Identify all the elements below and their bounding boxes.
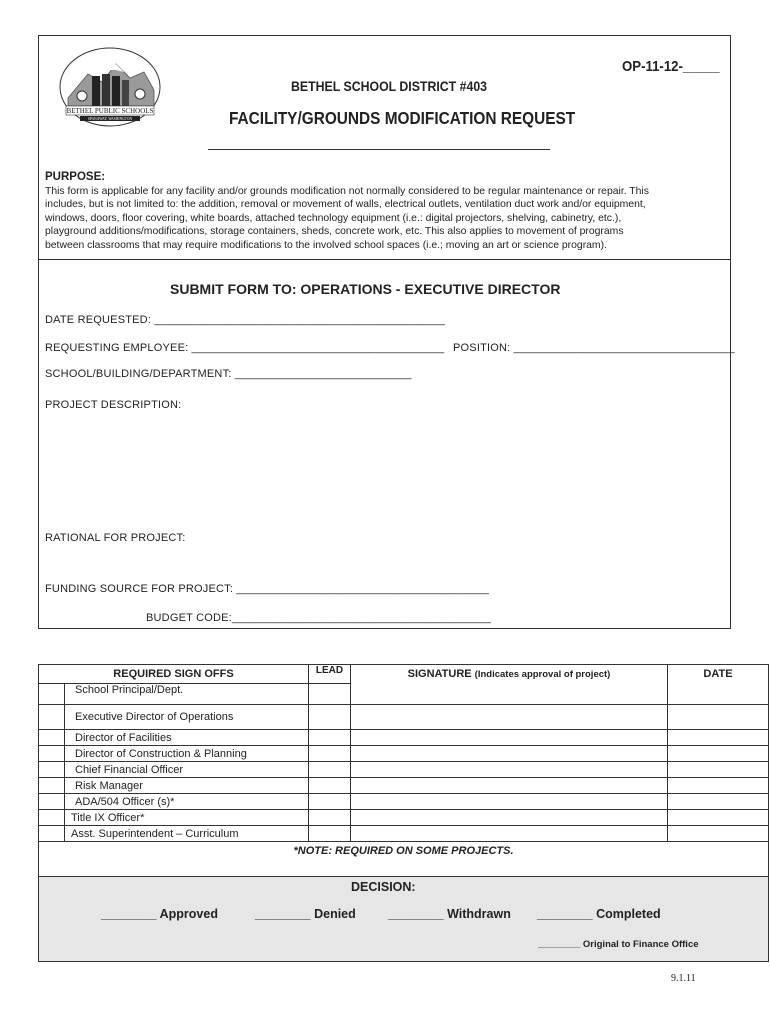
signoff-label: Director of Facilities [65,730,309,746]
lead-cell[interactable] [309,826,351,842]
purpose-line: includes, but is not limited to: the addition, removal or movement of walls, electrical outlets, ventilation duct work and/or equipment, [45,199,646,211]
purpose-line: windows, doors, floor covering, white boards, attached technology equipment (i.e.: digital projectors, shelving, cabinetry, etc.), [45,212,622,224]
lead-cell[interactable] [309,746,351,762]
title-underline [208,149,550,150]
date-cell[interactable] [668,730,769,746]
signoff-label: Title IX Officer* [65,810,309,826]
lead-cell[interactable] [309,778,351,794]
date-header: DATE [668,665,769,684]
completed-option[interactable]: ________ Completed [537,907,661,921]
signoff-table [38,664,769,962]
signature-cell[interactable] [351,810,668,826]
signoff-label: ADA/504 Officer (s)* [65,794,309,810]
school-building-field[interactable]: SCHOOL/BUILDING/DEPARTMENT: ____________________________ [45,368,412,380]
date-cell[interactable] [668,684,769,705]
signature-cell[interactable] [351,705,668,730]
signature-cell[interactable] [351,730,668,746]
signature-cell[interactable] [351,826,668,842]
signature-header [351,665,668,684]
date-cell[interactable] [668,762,769,778]
decision-row [39,877,769,962]
lead-cell[interactable] [309,794,351,810]
funding-source-field[interactable]: FUNDING SOURCE FOR PROJECT: ________________________________________ [45,583,490,595]
section-divider [38,259,731,260]
date-cell[interactable] [668,705,769,730]
table-row [39,705,769,730]
date-cell[interactable] [668,746,769,762]
requesting-employee-field[interactable]: REQUESTING EMPLOYEE: ________________________________________ [45,342,445,354]
signature-header-label: SIGNATURE [407,668,472,681]
signature-cell[interactable] [351,746,668,762]
table-row [39,684,769,705]
withdrawn-option[interactable]: ________ Withdrawn [388,907,511,921]
table-row [39,730,769,746]
date-cell[interactable] [668,826,769,842]
table-row [39,810,769,826]
budget-code-field[interactable]: BUDGET CODE:_________________________________________ [146,612,491,624]
submit-heading: SUBMIT FORM TO: OPERATIONS - EXECUTIVE DIRECTOR [170,281,561,297]
signoff-header-row [39,665,769,684]
version-number: 9.1.11 [671,973,696,984]
signoff-label: Chief Financial Officer [65,762,309,778]
signature-cell[interactable] [351,762,668,778]
date-cell[interactable] [668,794,769,810]
date-requested-field[interactable]: DATE REQUESTED: ______________________________________________ [45,314,445,326]
denied-option[interactable]: ________ Denied [255,907,356,921]
svg-text:SPANAWAY, WASHINGTON: SPANAWAY, WASHINGTON [87,117,133,122]
checkbox-cell[interactable] [39,826,65,842]
purpose-line: between classrooms that may require modifications to the involved school spaces (i.e.; moving an art or science program). [45,239,607,251]
checkbox-cell[interactable] [39,794,65,810]
district-name: BETHEL SCHOOL DISTRICT #403 [291,78,488,94]
table-row [39,778,769,794]
note-row [39,842,769,877]
signoff-label: Executive Director of Operations [65,705,309,730]
signature-cell[interactable] [351,684,668,705]
checkbox-cell[interactable] [39,705,65,730]
signature-header-note: (Indicates approval of project) [474,669,611,681]
purpose-text [45,185,726,252]
checkbox-cell[interactable] [39,684,65,705]
page-title: FACILITY/GROUNDS MODIFICATION REQUEST [229,108,576,128]
signature-cell[interactable] [351,794,668,810]
required-signoffs-header: REQUIRED SIGN OFFS [39,665,309,684]
lead-cell[interactable] [309,810,351,826]
checkbox-cell[interactable] [39,730,65,746]
table-row [39,746,769,762]
purpose-line: This form is applicable for any facility and/or grounds modification not normally considered to be regular maintenance or repair. This [45,186,649,197]
lead-cell[interactable] [309,762,351,778]
purpose-heading: PURPOSE: [45,171,106,183]
purpose-line: playground additions/modifications, storage containers, sheds, concrete work, etc. This also applies to movement of programs [45,226,624,238]
decision-panel [39,877,769,962]
signoff-note: *NOTE: REQUIRED ON SOME PROJECTS. [39,842,769,877]
decision-heading: DECISION: [351,880,416,894]
original-to-finance[interactable]: ________ Original to Finance Office [538,939,699,950]
lead-cell[interactable] [309,730,351,746]
svg-text:BETHEL PUBLIC SCHOOLS: BETHEL PUBLIC SCHOOLS [66,107,154,115]
project-description-field[interactable]: PROJECT DESCRIPTION: [45,399,182,411]
lead-header: LEAD [309,665,351,684]
checkbox-cell[interactable] [39,762,65,778]
position-field[interactable]: POSITION: ___________________________________ [453,342,735,354]
date-cell[interactable] [668,778,769,794]
table-row [39,794,769,810]
district-logo [58,46,162,128]
table-row [39,826,769,842]
checkbox-cell[interactable] [39,810,65,826]
lead-cell[interactable] [309,705,351,730]
checkbox-cell[interactable] [39,778,65,794]
signoff-label: Director of Construction & Planning [65,746,309,762]
table-row [39,762,769,778]
signature-cell[interactable] [351,778,668,794]
signoff-label: Asst. Superintendent – Curriculum [65,826,309,842]
checkbox-cell[interactable] [39,746,65,762]
signoff-label: Risk Manager [65,778,309,794]
approved-option[interactable]: ________ Approved [101,907,218,921]
rational-field[interactable]: RATIONAL FOR PROJECT: [45,532,186,544]
lead-cell[interactable] [309,684,351,705]
signoff-label: School Principal/Dept. [65,684,309,705]
date-cell[interactable] [668,810,769,826]
form-number: OP-11-12-_____ [622,58,720,75]
